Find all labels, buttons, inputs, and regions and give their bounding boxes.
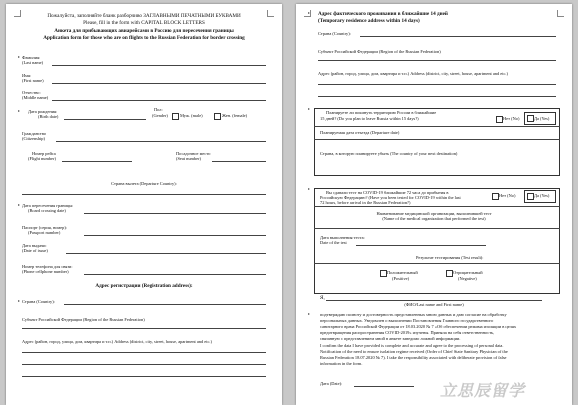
name-label: Имя:	[22, 73, 32, 78]
reg-address-label: Адрес (район, город, улица, дом, квартира и т.п.) Address (district, city, street, house, apartment and etc.)	[22, 339, 212, 344]
test-date-label-en: Date of the test	[320, 240, 347, 245]
med-org-label: Наименование медицинской организации, выполнившей тест	[376, 211, 492, 216]
paragraph-mark-icon	[308, 12, 310, 14]
leave-yes-checkbox[interactable]	[527, 115, 534, 122]
issue-label: Дата выдачи:	[22, 243, 47, 248]
departure-field[interactable]	[22, 194, 266, 195]
date-label: Дата (Date):	[320, 381, 343, 386]
res-address-field-1[interactable]	[318, 84, 556, 85]
passport-label: Паспорт (серия, номер):	[22, 225, 68, 230]
departure-label: Страна вылета (Departure Country):	[111, 181, 177, 186]
flight-label-en: (Flight number)	[28, 156, 56, 161]
departure-date-field[interactable]	[314, 139, 560, 140]
negative-label-en: (Negative)	[458, 276, 477, 281]
instruction-en: Please, fill in the form with CAPITAL BLOCK LETTERS	[83, 20, 205, 26]
crossing-label: Дата пересечения границы:	[22, 203, 74, 208]
positive-checkbox[interactable]	[380, 270, 387, 277]
registration-title: Адрес регистрации (Registration address):	[95, 283, 193, 289]
reg-region-label: Субъект Российской Федерации (Region of the Russian Federation)	[22, 317, 145, 322]
patronymic-label: Отчество:	[22, 90, 41, 95]
consent-line: предотвращения распространения COVID-2019» изучены. Приняла на себя ответственность,	[320, 330, 495, 335]
flight-label: Номер рейса	[32, 151, 56, 156]
residence-title-ru: Адрес фактического проживания в ближайшие 14 дней	[318, 11, 448, 17]
watermark-logo: 立思辰留学	[440, 383, 526, 400]
med-org-field[interactable]	[314, 228, 560, 229]
leave-no-checkbox[interactable]	[496, 116, 503, 123]
res-country-field[interactable]	[360, 36, 556, 37]
test-result-label: Результат тестирования (Test result):	[416, 255, 484, 260]
reg-region-field[interactable]	[22, 328, 266, 329]
female-checkbox[interactable]	[214, 113, 221, 120]
res-country-label: Страна (Country):	[318, 31, 351, 36]
negative-checkbox[interactable]	[446, 270, 453, 277]
seat-label-en: (Seat number)	[176, 156, 201, 161]
paragraph-mark-icon	[308, 108, 310, 110]
consent-line: I confirm the data I have provided is complete and accurate and agree to the processing of personal data.	[320, 343, 504, 348]
reg-country-field[interactable]	[64, 304, 266, 305]
negative-label: Отрицательный	[453, 270, 483, 275]
reg-address-field-3[interactable]	[22, 376, 266, 377]
positive-label-en: (Positive)	[392, 276, 410, 281]
paragraph-mark-icon	[18, 300, 20, 302]
res-address-label: Адрес (район, город, улица, дом, квартира и т.п.) Address (district, city, street, house, apartment and etc.)	[318, 71, 508, 76]
date-field[interactable]	[354, 386, 414, 387]
gender-label-en: (Gender)	[152, 113, 168, 118]
passport-field[interactable]	[84, 235, 266, 236]
phone-field[interactable]	[84, 274, 266, 275]
signature-prefix: Я,	[320, 295, 325, 301]
covid-yes-checkbox[interactable]	[527, 193, 534, 200]
reg-country-label: Страна (Country):	[22, 299, 55, 304]
form-title-ru: Анкета для прибывающих авиарейсами в Россию для пересечения границы	[54, 28, 234, 34]
covid-yes-label: Да (Yes)	[534, 193, 550, 198]
covid-no-label: Нет (No)	[499, 193, 516, 198]
departure-date-label: Планируемая дата отъезда (Departure date)	[320, 130, 400, 135]
seat-field[interactable]	[212, 161, 266, 162]
phone-label: Номер телефона для связи:	[22, 264, 73, 269]
patronymic-label-en: (Middle name)	[22, 95, 49, 100]
test-date-field[interactable]	[356, 245, 486, 246]
form-title-en: Application form for those who are on flights to the Russian Federation for border crossing	[43, 35, 245, 41]
patronymic-field[interactable]	[52, 100, 266, 101]
destination-label: Страна, в которую планируете убыть (The country of your next destination)	[320, 151, 458, 156]
citizenship-field[interactable]	[56, 141, 266, 142]
covid-question-3: 72 hours, before arrival in the Russian Federation?)	[320, 200, 411, 205]
crossing-label-en: (Board crossing date)	[28, 208, 66, 213]
residence-title-en: (Temporary residence address within 14 days)	[318, 18, 420, 24]
passport-label-en: (Passport number)	[28, 230, 61, 235]
consent-line: санитарного врача Российской Федерации от 18.03.2020 № 7 «Об обеспечении режима изоляции в целях	[320, 324, 517, 329]
leave-yes-label: Да (Yes)	[534, 116, 550, 121]
paragraph-mark-icon	[18, 56, 20, 58]
consent-line: information in the form.	[320, 361, 363, 366]
dob-field[interactable]	[64, 119, 146, 120]
covid-divider	[314, 206, 560, 207]
consent-line: Russian Federation 18.07.2020 № 7). I take the responsibility associated with deliberate provision of false	[320, 355, 507, 360]
res-region-field[interactable]	[318, 60, 556, 61]
issue-field[interactable]	[66, 253, 266, 254]
page-corner-mark	[557, 10, 564, 17]
seat-label: Посадочное место	[176, 151, 211, 156]
form-page-2	[296, 4, 572, 405]
paragraph-mark-icon	[308, 188, 310, 190]
surname-label: Фамилия:	[22, 55, 41, 60]
male-checkbox[interactable]	[172, 113, 179, 120]
dob-label-en: (Birth date)	[38, 114, 59, 119]
flight-field[interactable]	[62, 161, 132, 162]
instruction-ru: Пожалуйста, заполняйте бланк разборчиво ЗАГЛАВНЫМИ ПЕЧАТНЫМИ БУКВАМИ	[47, 13, 241, 19]
consent-line: подтверждаю полноту и достоверность представленных мною данных и даю согласие на обработку	[320, 312, 507, 317]
name-field[interactable]	[52, 83, 266, 84]
dob-label: Дата рождения:	[28, 109, 58, 114]
reg-address-field-1[interactable]	[22, 352, 266, 353]
reg-address-field-2[interactable]	[22, 364, 266, 365]
female-label: Жен. (female)	[222, 113, 248, 118]
leave-question-ru: Планируете ли покинуть территорию России в ближайшие	[326, 110, 437, 115]
test-result-divider	[314, 263, 560, 264]
paragraph-mark-icon	[308, 313, 310, 315]
signature-name-field[interactable]	[326, 300, 542, 301]
consent-line: связанную с представлением мной в анкете заведомо ложной информации.	[320, 336, 461, 341]
covid-question-2: Российскую Федерацию? (Have you been tested for COVID-19 within the last	[320, 195, 461, 200]
covid-no-checkbox[interactable]	[492, 193, 499, 200]
leave-divider	[314, 126, 560, 127]
med-org-label-en: (Name of the medical organization that performed the test)	[382, 216, 486, 221]
paragraph-mark-icon	[18, 110, 20, 112]
leave-question-en: 15 дней? (Do you plan to leave Russia within 15 days?)	[320, 116, 419, 121]
res-region-label: Субъект Российской Федерации (Region of the Russian Federation)	[318, 49, 441, 54]
male-label: Муж. (male)	[180, 113, 203, 118]
surname-field[interactable]	[52, 65, 266, 66]
citizenship-label: Гражданство	[22, 131, 47, 136]
paragraph-mark-icon	[18, 204, 20, 206]
signature-name-label: (ФИО/Last name and First name)	[404, 302, 464, 307]
test-date-label: Дата выполнения теста:	[320, 235, 365, 240]
positive-label: Положительный	[387, 270, 418, 275]
consent-line: персональных данных. Уведомлен о выполнении Постановления Главного государственного	[320, 318, 494, 323]
consent-line: Notification of the need to ensure isolation regime received (Order of Chief State Sanitary Physician of the	[320, 349, 508, 354]
name-label-en: (First name)	[22, 78, 44, 83]
leave-no-label: Нет (No)	[503, 116, 520, 121]
issue-label-en: (Date of issue)	[22, 248, 48, 253]
surname-label-en: (Last name)	[22, 60, 44, 65]
res-address-field-2[interactable]	[318, 96, 556, 97]
covid-question-1: Вы сдавали тест на COVID-19 ближайшие 72 часа до прибытия в	[326, 190, 449, 195]
gender-label: Пол:	[154, 107, 163, 112]
crossing-field[interactable]	[84, 213, 266, 214]
citizenship-label-en: (Citizenship)	[22, 136, 45, 141]
form-page-1	[6, 4, 282, 405]
phone-label-en: (Phone cellphone number)	[22, 269, 69, 274]
